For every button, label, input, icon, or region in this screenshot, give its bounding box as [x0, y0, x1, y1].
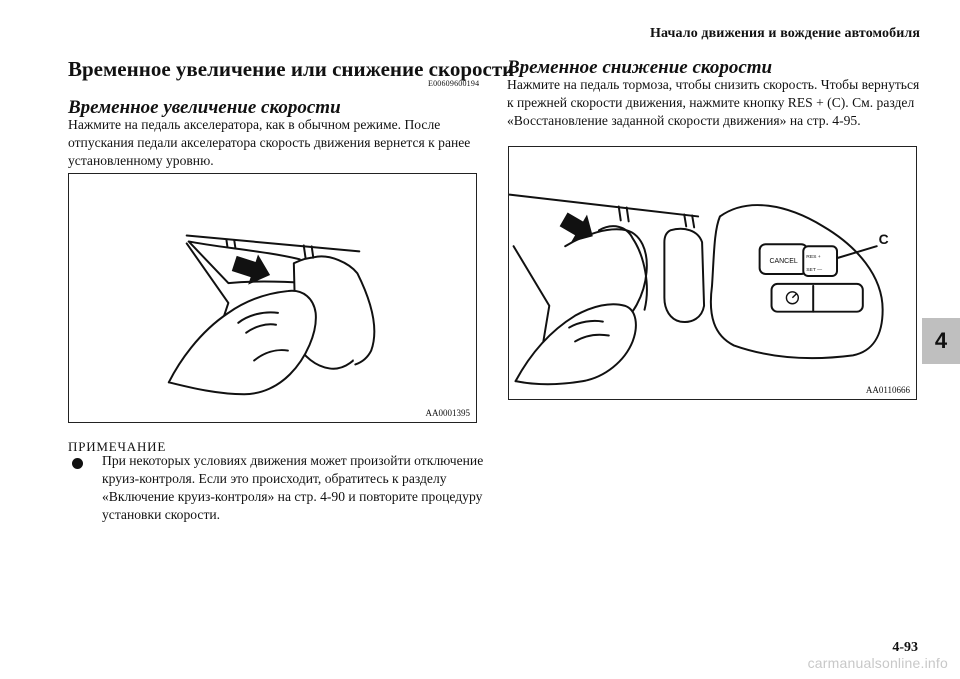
cancel-button-label: CANCEL — [769, 258, 798, 266]
res-button-label: RES + — [806, 255, 821, 261]
note-text: При некоторых условиях движения может произойти отключение круиз-контроля. Если это происходит, обратитесь к разделу «Включение круиз-контроля» на стр. 4-90 и повторите процедуру установки скорости. — [102, 453, 484, 522]
right-subtitle: Временное снижение скорости — [507, 57, 773, 78]
brake-steering-switch-illustration-icon — [509, 147, 916, 399]
section-code: E00609600194 — [428, 79, 480, 88]
page-number: 4-93 — [892, 640, 918, 655]
note-heading: ПРИМЕЧАНИЕ — [68, 439, 167, 454]
figure-code-right: AA0110666 — [865, 385, 910, 395]
left-paragraph: Нажмите на педаль акселератора, как в обычном режиме. После отпускания педали акселератора скорость движения вернется к ранее установленному уровню. — [68, 117, 471, 168]
bullet-dot-icon — [72, 458, 83, 469]
callout-c-label: C — [878, 231, 889, 248]
right-paragraph: Нажмите на педаль тормоза, чтобы снизить скорость. Чтобы вернуться к прежней скорости движения, нажмите кнопку RES + (C). См. раздел «Восстановление заданной скорости движения» на стр. 4-95. — [507, 77, 920, 128]
accelerator-pedal-illustration-icon — [69, 174, 476, 422]
set-button-label: SET — — [806, 268, 823, 274]
figure-brake-switch — [508, 146, 917, 400]
section-title: Временное увеличение или снижение скорости — [68, 57, 515, 81]
left-subtitle: Временное увеличение скорости — [68, 97, 341, 118]
chapter-tab: 4 — [922, 318, 960, 364]
chapter-header: Начало движения и вождение автомобиля — [650, 26, 920, 41]
figure-accelerator — [68, 173, 477, 423]
watermark: carmanualsonline.info — [807, 655, 948, 671]
figure-code-left: AA0001395 — [425, 408, 470, 418]
